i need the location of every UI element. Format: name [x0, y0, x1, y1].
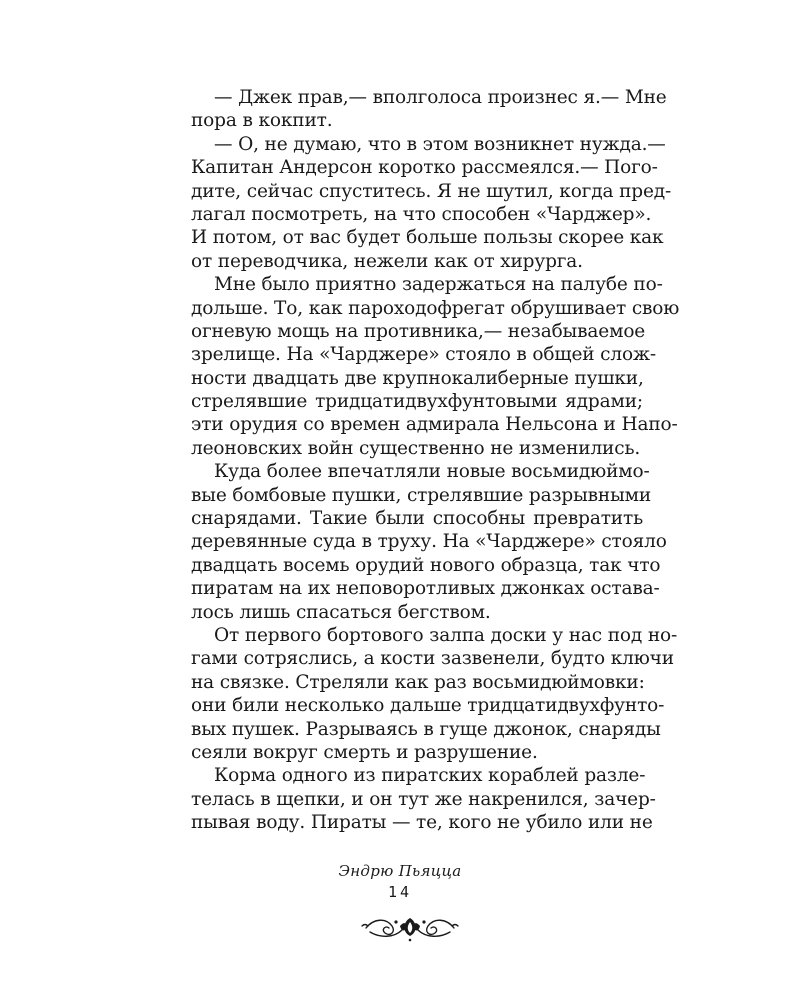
text-line: пиратам на их неповоротливых джонках остава-	[191, 578, 660, 600]
text-line: эти орудия со времен адмирала Нельсона и Напо-	[191, 414, 678, 436]
text-line: Куда более впечатляли новые восьмидюймо-	[214, 461, 650, 483]
text-line: дите, сейчас спуститесь. Я не шутил, когда пред-	[191, 180, 672, 202]
text-line: Капитан Андерсон коротко рассмеялся.— Пого-	[191, 157, 658, 179]
text-line: — Джек прав,— вполголоса произнес я.— Мне	[214, 87, 667, 108]
text-line: они били несколько дальше тридцатидвухфунто-	[191, 695, 665, 717]
text-line: От первого бортового залпа доски у нас под но-	[214, 624, 678, 646]
text-line: Мне было приятно задержаться на палубе по-	[214, 274, 663, 296]
text-line: снарядами. Такие были способны превратить	[191, 508, 643, 530]
text-line: от переводчика, нежели как от хирурга.	[191, 250, 583, 272]
text-line: — О, не думаю, что в этом возникнет нужда.—	[214, 133, 666, 155]
body-text	[191, 86, 680, 835]
text-line: сеяли вокруг смерть и разрушение.	[191, 741, 538, 763]
text-line: огневую мощь на противника,— незабываемое	[191, 320, 646, 342]
text-line: гами сотряслись, а кости зазвенели, будто ключи	[191, 648, 674, 670]
footer-author: Эндрю Пьяцца	[338, 862, 462, 880]
text-line: деревянные суда в труху. На «Чарджере» стояло	[191, 531, 667, 553]
text-line: леоновских войн существенно не изменились.	[191, 437, 641, 459]
text-line: на связке. Стреляли как раз восьмидюймовки:	[191, 671, 645, 693]
ornament-flourish-icon	[360, 908, 460, 944]
text-line: пора в кокпит.	[191, 110, 333, 132]
text-line: Корма одного из пиратских кораблей разле-	[214, 765, 646, 787]
text-line: стрелявшие тридцатидвухфунтовыми ядрами;	[191, 391, 643, 413]
text-line: ности двадцать две крупнокалиберные пушки,	[191, 367, 644, 389]
text-line: телась в щепки, и он тут же накренился, зачер-	[191, 788, 656, 810]
text-line: вых пушек. Разрываясь в гуще джонок, снаряды	[191, 718, 661, 740]
text-line: дольше. То, как пароходофрегат обрушивает свою	[191, 297, 680, 319]
text-line: вые бомбовые пушки, стрелявшие разрывными	[191, 484, 652, 506]
text-line: зрелище. На «Чарджере» стояло в общей слож-	[191, 344, 656, 366]
text-line: И потом, от вас будет больше пользы скорее как	[191, 227, 664, 249]
text-line: лагал посмотреть, на что способен «Чарджер».	[191, 203, 652, 225]
page-number: 14	[387, 883, 413, 901]
text-line: двадцать восемь орудий нового образца, так что	[191, 554, 661, 576]
text-line: лось лишь спасаться бегством.	[191, 601, 491, 623]
text-line: пывая воду. Пираты — те, кого не убило или не	[191, 812, 653, 834]
